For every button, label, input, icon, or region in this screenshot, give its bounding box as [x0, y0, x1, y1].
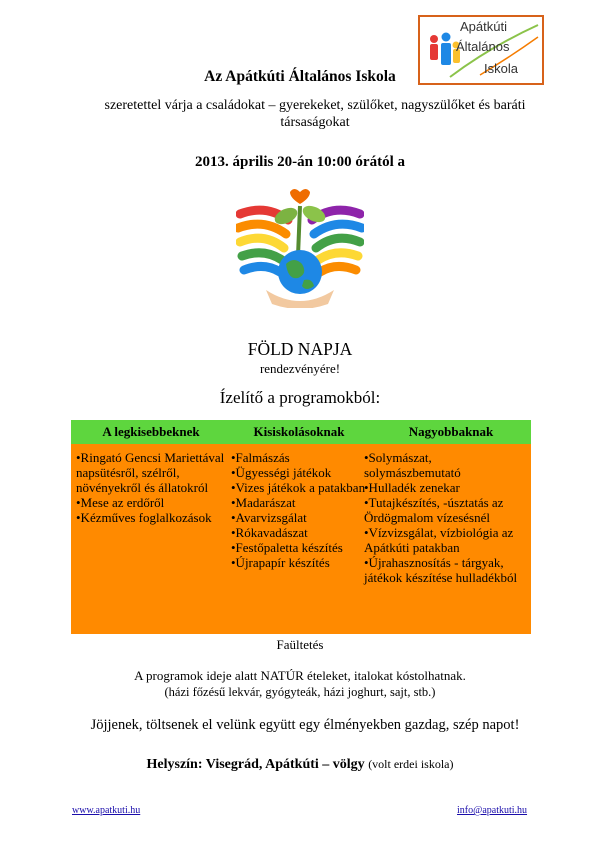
logo-line-1: Apátkúti: [460, 19, 507, 34]
location-line: [0, 757, 600, 773]
list-item: •Ringató Gencsi Mariettával napsütésről, szélről, növényekről és állatokról: [76, 450, 225, 495]
list-item: •Tutajkészítés, -úsztatás az Ördögmalom vízesésnél: [364, 495, 504, 525]
list-item: •Vízvizsgálat, vízbiológia az Apátkúti patakban: [364, 525, 514, 555]
school-title: Az Apátkúti Általános Iskola: [204, 68, 396, 85]
logo-line-2: Általános: [456, 39, 510, 54]
column-primary: [231, 450, 371, 570]
programs-heading: Ízelítő a programokból:: [219, 388, 381, 407]
location-label: Helyszín: Visegrád, Apátkúti – völgy: [146, 757, 365, 772]
column-older: [364, 450, 529, 585]
list-item: •Ügyességi játékok: [231, 465, 332, 480]
email-link[interactable]: info@apatkuti.hu: [457, 805, 528, 816]
list-item: •Újrahasznosítás - tárgyak, játékok készítése hulladékból: [364, 555, 518, 585]
tree-planting-text: Faültetés: [276, 637, 324, 652]
program-table-header: [71, 420, 531, 444]
closing-invitation: Jöjjenek, töltsenek el velünk együtt egy élményekben gazdag, szép napot!: [90, 717, 520, 733]
list-item: •Újrapapír készítés: [231, 555, 330, 570]
website-link[interactable]: www.apatkuti.hu: [72, 805, 141, 816]
column-title-primary: Kisiskolásoknak: [253, 424, 345, 439]
invite-text: szeretettel várja a családokat – gyerekeket, szülőket, nagyszülőket és baráti társaságokat: [104, 98, 526, 130]
column-youngest: [76, 450, 226, 525]
list-item: •Kézműves foglalkozások: [76, 510, 212, 525]
list-item: •Solymászat, solymászbemutató: [364, 450, 461, 480]
program-table: [71, 420, 531, 634]
list-item: •Madarászat: [231, 495, 296, 510]
location-note: (volt erdei iskola): [368, 757, 454, 771]
event-subtitle: rendezvényére!: [259, 361, 341, 376]
list-item: •Falmászás: [231, 450, 290, 465]
list-item: •Rókavadászat: [231, 525, 308, 540]
list-item: •Vizes játékok a patakban: [231, 480, 366, 495]
logo-line-3: Iskola: [484, 61, 518, 76]
food-details: (házi főzésű lekvár, gyógyteák, házi joghurt, sajt, stb.): [164, 685, 436, 699]
list-item: •Festőpaletta készítés: [231, 540, 343, 555]
list-item: •Avarvizsgálat: [231, 510, 307, 525]
column-title-older: Nagyobbaknak: [408, 424, 494, 439]
event-title: FÖLD NAPJA: [247, 339, 353, 359]
event-date: 2013. április 20-án 10:00 órától a: [195, 154, 405, 170]
column-title-youngest: A legkisebbeknek: [102, 424, 200, 439]
earth-hands-illustration: [236, 186, 364, 308]
food-info: A programok ideje alatt NATÚR ételeket, italokat kóstolhatnak.: [134, 668, 466, 683]
list-item: •Mese az erdőről: [76, 495, 165, 510]
list-item: •Hulladék zenekar: [364, 480, 460, 495]
